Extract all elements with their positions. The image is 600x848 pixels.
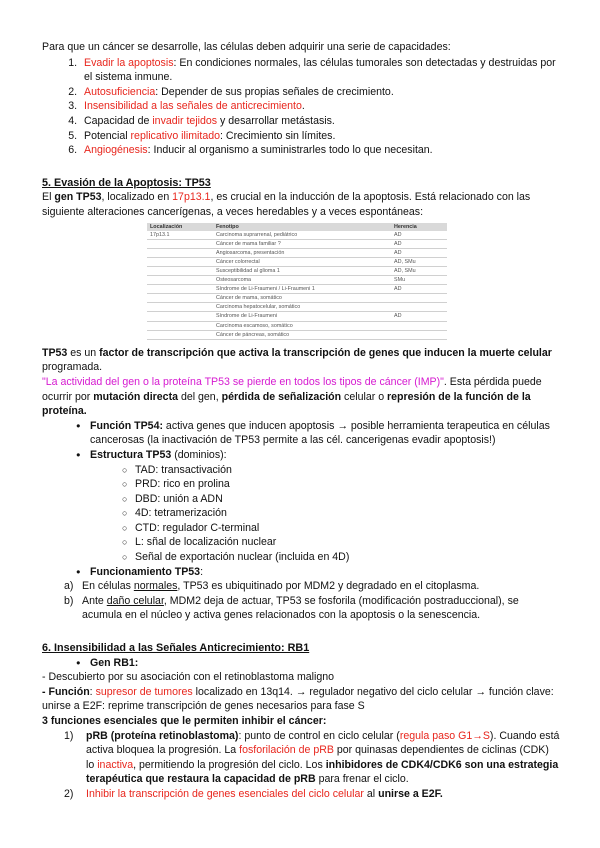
- rb1-bullets: [42, 656, 560, 671]
- table-header: Fenotipo: [213, 223, 391, 231]
- domain-item: ○ Señal de exportación nuclear (incluida en 4D): [122, 550, 560, 565]
- capability-item: 4. Capacidad de invadir tejidos y desarrollar metástasis.: [80, 114, 560, 129]
- table-cell-phenotype: Cáncer de páncreas, somático: [213, 330, 391, 339]
- table-cell-phenotype: Angiosarcoma, presentación: [213, 248, 391, 257]
- capability-item: 1. Evadir la apoptosis: En condiciones normales, las células tumorales son detectadas y destruidas por el sistema inmune.: [80, 56, 560, 85]
- list-item: 1) pRB (proteína retinoblastoma): punto de control en ciclo celular (regula paso G1→S). Cuando está activa bloquea la progresión. La fosforilación de pRB por quinasas dependientes de ciclinas (CDK) lo inactiva, permitiendo la progresión del ciclo. Los inhibidores de CDK4/CDK6 son una estrategia terapéutica que restaura la capacidad de pRB para frenar el ciclo.: [64, 729, 560, 786]
- table-row: [147, 257, 447, 266]
- rb1-functions-list: [42, 729, 560, 802]
- intro-text: Para que un cáncer se desarrolle, las células deben adquirir una serie de capacidades:: [42, 41, 451, 53]
- capabilities-list: [42, 56, 560, 158]
- table-cell-phenotype: Carcinoma escamoso, somático: [213, 321, 391, 330]
- table-cell-inheritance: AD: [391, 312, 447, 321]
- domain-item: ○ DBD: unión a ADN: [122, 492, 560, 507]
- section5-heading: 5. Evasión de la Apoptosis: TP53: [42, 176, 211, 189]
- list-item: ● Función TP54: activa genes que inducen apoptosis → posible herramienta terapeutica en células cancerosas (la inactivación de TP53 permite a las cél. cancerigenas evadir apoptosis!): [76, 419, 560, 448]
- table-cell-location: 17p13.1: [147, 231, 213, 240]
- table-row: [147, 267, 447, 276]
- table-cell-phenotype: Cáncer de mama familiar ?: [213, 239, 391, 248]
- table-cell-phenotype: Síndrome de Li-Fraumeni: [213, 312, 391, 321]
- rb1-function: - Función: supresor de tumores localizado en 13q14. → regulador negativo del ciclo celular → función clave: unirse a E2F: reprime transcripción de genes necesarios para fase S: [42, 685, 554, 713]
- list-item: a) En células normales, TP53 es ubiquitinado por MDM2 y degradado en el citoplasma.: [64, 580, 480, 593]
- tp53-bullets: [42, 419, 560, 580]
- table-cell-inheritance: AD: [391, 248, 447, 257]
- table-cell-inheritance: AD, SMu: [391, 257, 447, 266]
- table-row: [147, 248, 447, 257]
- table-cell-inheritance: AD: [391, 231, 447, 240]
- table-row: [147, 239, 447, 248]
- table-row: [147, 312, 447, 321]
- domain-item: ○ 4D: tetramerización: [122, 506, 560, 521]
- rb1-three-functions-title: 3 funciones esenciales que le permiten inhibir el cáncer:: [42, 715, 327, 727]
- section5-paragraph3: "La actividad del gen o la proteína TP53 se pierde en todos los tipos de cáncer (IMP)". Esta pérdida puede ocurrir por mutación directa del gen, pérdida de señalización celular o represión de la función de la proteína.: [42, 375, 542, 418]
- list-item: b) Ante daño celular, MDM2 deja de actuar, TP53 se fosforila (modificación postraduccional), se acumula en el núcleo y activa genes relacionados con la apoptosis o la senescencia.: [64, 594, 519, 622]
- tp53-mechanism-list: [42, 579, 560, 623]
- capability-item: 6. Angiogénesis: Inducir al organismo a suministrarles todo lo que necesitan.: [80, 143, 560, 158]
- table-row: [147, 285, 447, 294]
- domain-item: ○ CTD: regulador C-terminal: [122, 521, 560, 536]
- table-cell-phenotype: Osteosarcoma: [213, 276, 391, 285]
- table-cell-phenotype: Carcinoma suprarrenal, pediátrico: [213, 231, 391, 240]
- table-cell-inheritance: [391, 330, 447, 339]
- section5-paragraph2: TP53 es un factor de transcripción que activa la transcripción de genes que inducen la muerte celular programada.: [42, 346, 552, 374]
- table-header: Localización: [147, 223, 213, 231]
- table-cell-inheritance: SMu: [391, 276, 447, 285]
- table-cell-inheritance: [391, 303, 447, 312]
- list-item: ● Estructura TP53 (dominios): ○ TAD: transactivación ○ PRD: rico en prolina ○ DBD: unión a ADN ○ 4D: tetramerización ○ CTD: regulador C-terminal ○ L: sñal de localización nuclear ○ Señal de exportación nuclear (incluida en 4D): [76, 448, 560, 565]
- table-cell-inheritance: [391, 294, 447, 303]
- table-cell-phenotype: Cáncer colorrectal: [213, 257, 391, 266]
- section6-heading: 6. Insensibilidad a las Señales Anticrecimiento: RB1: [42, 642, 310, 655]
- table-cell-phenotype: Cáncer de mama, somático: [213, 294, 391, 303]
- table-cell-inheritance: [391, 321, 447, 330]
- rb1-description: - Descubierto por su asociación con el retinoblastoma maligno: [42, 671, 335, 684]
- table-row: [147, 330, 447, 339]
- domain-item: ○ TAD: transactivación: [122, 463, 560, 478]
- table-row: [147, 276, 447, 285]
- table-row: [147, 321, 447, 330]
- table-cell-inheritance: AD, SMu: [391, 267, 447, 276]
- capability-item: 5. Potencial replicativo ilimitado: Crecimiento sin límites.: [80, 129, 560, 144]
- table-row: [147, 303, 447, 312]
- domain-list: [90, 463, 560, 565]
- list-item: 2) Inhibir la transcripción de genes esenciales del ciclo celular al unirse a E2F.: [64, 787, 443, 800]
- table-cell-inheritance: AD: [391, 239, 447, 248]
- table-cell-phenotype: Susceptibilidad al glioma 1: [213, 267, 391, 276]
- capability-item: 2. Autosuficiencia: Depender de sus propias señales de crecimiento.: [80, 85, 560, 100]
- table-cell-inheritance: AD: [391, 285, 447, 294]
- table-row: [147, 294, 447, 303]
- capability-item: 3. Insensibilidad a las señales de anticrecimiento.: [80, 99, 560, 114]
- list-item: ● Funcionamiento TP53:: [76, 565, 560, 580]
- list-item: ● Gen RB1:: [76, 656, 560, 671]
- domain-item: ○ PRD: rico en prolina: [122, 477, 560, 492]
- domain-item: ○ L: sñal de localización nuclear: [122, 535, 560, 550]
- table-header: Herencia: [391, 223, 447, 231]
- table-row: [147, 231, 447, 240]
- section5-paragraph1: El gen TP53, localizado en 17p13.1, es crucial en la inducción de la apoptosis. Está relacionado con las siguiente alteraciones cancerígenas, a veces heredables y a veces espontáneas:: [42, 191, 531, 218]
- tp53-alterations-table: [147, 223, 447, 340]
- table-cell-phenotype: Carcinoma hepatocelular, somático: [213, 303, 391, 312]
- table-cell-phenotype: Síndrome de Li-Fraumeni / Li-Fraumeni 1: [213, 285, 391, 294]
